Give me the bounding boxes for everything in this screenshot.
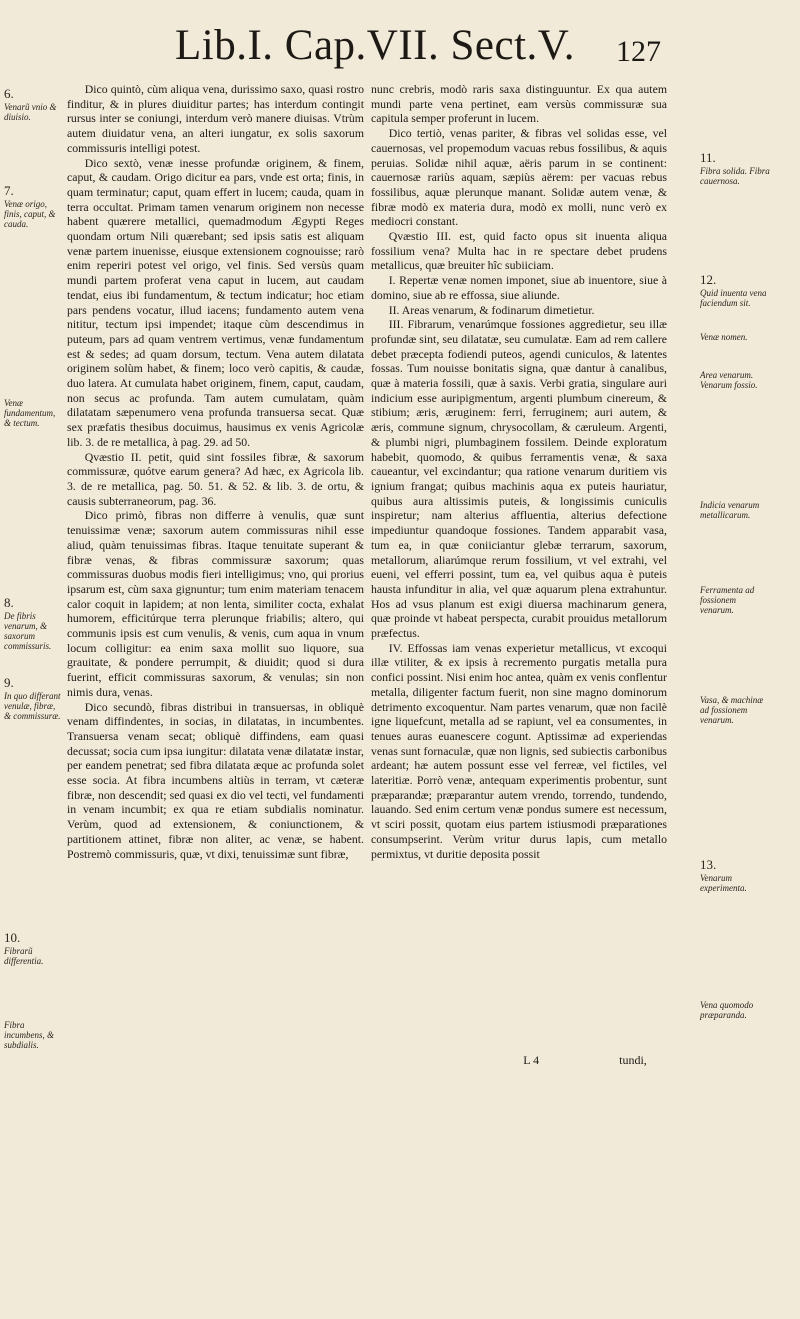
paragraph: Dico quintò, cùm aliqua vena, durissimo saxo, quasi rostro finditur, & in plures diuiditur partes; has interdum contingit rursus inter se coniungi, interdum verò manere diuisas. Vtrùm autem diuidatur vena, an alteri iungatur, ex solis saxorum commissuris intelligi potest. [67, 82, 364, 155]
margin-note-text: De fibris venarum, & saxorum commissuris. [4, 611, 52, 651]
paragraph: III. Fibrarum, venarúmque fossiones aggredietur, seu illæ profundæ sint, seu dilatatæ, seu cumulatæ. Eam ad rem callere debet præcepta fodiendi puteos, agendi cuniculos, & latentes fossas. Tum nouisse bonitatis signa, quæ dantur à canalibus, quæ à materia fossili, quæ à saxis. Verbi gratia, singulare auri indicium esse auripigmentum, argenti plumbum cinereum, & stibium; æris, æruginem: ferri, ferruginem; auri autem, & æris, commune signum, chrysocollam, & cæruleum. Argenti, & plumbi nigri, plumbaginem fossilem. Deinde exploratum habebit, quomodo, & quibus ferramentis venæ, & saxa caueantur, vel excindantur; qua ratione venarum duritiem vis ignium frangat; quibus machinis aqua ex puteis hauriatur, quibus aura altissimis puteis, & longissimis cuniculis inspiretur; nam alterius affluentia, alterius defectione impediuntur quandoque fossiones. Tandem apparabit vasa, tum ea, in quæ coniiciantur glebæ terrarum, saxorum, metallorum, aliarúmque rerum fossilium, vt vel extrahi, vel eueni, vel efferri possint, tum ea, vel quibus aqua è puteis hausta infunditur in alia, vel quæ aquarum plena extrahuntur. Hos ad vsus planum est exigi diuersa machinarum genera, quæ proinde vt habeat perspecta, curabit prouidus metallorum præfectus. [371, 317, 667, 641]
margin-number: 7. [4, 183, 14, 198]
margin-note-12 [700, 272, 770, 308]
margin-note-text: Vasa, & machinæ ad fossionem venarum. [700, 695, 764, 725]
margin-note-10 [4, 930, 62, 966]
catchword: tundi, [619, 1053, 647, 1067]
margin-note-11 [700, 150, 770, 186]
margin-note-ferramenta [700, 585, 770, 615]
margin-note-6 [4, 86, 64, 122]
page-number: 127 [616, 35, 661, 68]
margin-note-vasa [700, 695, 770, 725]
running-head: Lib.I. Cap.VII. Sect.V. [175, 22, 576, 69]
margin-number: 8. [4, 595, 14, 610]
margin-number: 10. [4, 930, 21, 945]
margin-note-text: In quo differant venulæ, fibræ, & commissuræ. [4, 691, 61, 721]
paragraph: IV. Effossas iam venas experietur metallicus, vt excoqui illæ vtiliter, & ex ipsis à recremento purgatis metalla pura confici possint. Nisi enim hoc antea, quàm ex venis conflentur metalla, diligenter factum fuerit, non sine magno dominorum detrimento excoquentur. Nam partes venarum, quæ non facilè igne liquefcunt, metalla ad se rapiunt, vel ea consumentes, in tenues auras euanescere cogunt. Aptissimæ ad experiendas venas sunt fornaculæ, quæ non lignis, sed subiectis carbonibus ardeant; hæ autem possunt esse vel ferreæ, vel fictiles, vel lateritiæ. Porrò venæ, antequam experimentis probentur, sunt præparandæ; præparantur autem vrendo, torrendo, tundendo, lauando. Sed enim certum venæ pondus sumere est necessum, vt sciri possit, quotam eius partem istiusmodi præparationes consumpserint. Verùm vritur durus lapis, cum metallo permixtus, vt duritie deposita possit [371, 640, 667, 861]
margin-note-fundamentum [4, 398, 62, 428]
margin-note-text: Venæ fundamentum, & tectum. [4, 398, 56, 428]
paragraph: nunc crebris, modò raris saxa distinguuntur. Ex qua autem mundi parte vena pertinet, eam versùs commissuræ sua capitula semper proferunt in lucem. [371, 82, 667, 126]
margin-note-13 [700, 857, 770, 893]
margin-note-text: Venæ nomen. [700, 332, 748, 342]
margin-note-area [700, 370, 770, 390]
paragraph: II. Areas venarum, & fodinarum dimetietur. [388, 302, 595, 317]
margin-number: 11. [700, 150, 716, 165]
paragraph: Dico primò, fibras non differre à venulis, quæ sunt tenuissimæ venæ; saxorum autem commissuras nihil esse aliud, quàm tenuissimas fibras. Itaque tenuitate superant & fibræ venas, & fibras commissuræ saxorum; quas commissuras duobus modis fieri intelligimus; vno, qui prorius ipsarum est, cùm saxa gignuntur; tum enim materiam tenacem calor coquit in lapidem; at non lenta, similiter cocta, exhalat humorem, efficitúrque terra plerunque friabilis; altero, qui communis ipsis est cum venulis, & venis, cum aqua in vnum locum colligitur: ea enim saxa mollit suo liquore, sua grauitate, & pondere perrumpit, & diuidit; quod si dura fuerint, efficit commissuras saxorum, & venulas; sin non nimis dura, venas. [67, 508, 364, 699]
page-header [0, 18, 800, 78]
margin-note-vena-quomodo [700, 1000, 770, 1020]
paragraph: Dico sextò, venæ inesse profundæ originem, & finem, caput, & caudam. Origo dicitur ea pars, vnde est orta; finis, in quam terminatur; caput, quam effert in lucem; cauda, quam in terra occultat. Primam tamen venarum originem non necesse habent quærere metallici, quemadmodum Ægypti Reges quondam ortum Nili quærebant; sed ipsis satis est aliquam venæ partem inuenisse, eiusque extensionem cognouisse; rarò enim reperiri potest vel origo, vel finis. Sed versùs quam mundi partem proferat vena caput in lucem, aut caudam tendat, eius ibi fundamentum, & tectum indicatur; hoc etiam pars pendens vocatur, illud iacens; fundamento autem vena nititur, tectum ipsi impendet; itaque cùm descendimus in puteum, pars ad quam ventrem vertimus, venæ fundamentum est & sedes; ad quam dorsum, tectum. Vena autem dilatata originem solùm habet, & finem; loco verò capitis, & caudæ, duo latera. At cumulata habet originem, finem, caput, caudam, non secus ac profunda. Tam autem cumulatam, quàm dilatatam sæpenumero vena profunda transuersa secat. Quæ sex præfatis thesibus docuimus, hausimus ex venis Agricolæ lib. 3. de re metallica, à pag. 29. ad 50. [67, 155, 364, 449]
margin-number: 9. [4, 675, 14, 690]
signature-line [500, 1053, 670, 1068]
signature-mark: L 4 [523, 1053, 540, 1067]
margin-note-incumbens [4, 1020, 62, 1050]
paragraph: Dico tertiò, venas pariter, & fibras vel solidas esse, vel cauernosas, vel propemodum vacuas rebus fossilibus, & aquis peruias. Solidæ nihil aquæ, aëris parum in se continent: cauernosæ rariùs aquam, sæpiùs aërem: per vacuas rebus fossilibus, aquæ plerunque manant. Solidæ autem venæ, & fibræ modò ex materia dura, modò ex molli, nunc verò ex mediocri constant. [371, 126, 667, 229]
margin-note-7 [4, 183, 62, 229]
margin-note-text: Vena quomodo præparanda. [700, 1000, 754, 1020]
margin-note-text: Ferramenta ad fossionem venarum. [700, 585, 755, 615]
margin-note-indicia [700, 500, 770, 520]
margin-note-text: Quid inuenta vena faciendum sit. [700, 288, 767, 308]
paragraph: I. Repertæ venæ nomen imponet, siue ab inuentore, siue à domino, siue ab re effossa, siue aliunde. [371, 273, 667, 302]
margin-note-text: Venarũ vnio & diuisio. [4, 102, 57, 122]
margin-note-text: Fibra solida. Fibra cauernosa. [700, 166, 770, 186]
right-column [371, 82, 667, 861]
margin-note-8 [4, 595, 62, 651]
margin-note-text: Area venarum. Venarum fossio. [700, 370, 758, 390]
margin-note-text: Fibra incumbens, & subdialis. [4, 1020, 54, 1050]
paragraph: Qvæstio II. petit, quid sint fossiles fibræ, & saxorum commissuræ, quótve earum genera? Ad hæc, ex Agricola lib. 3. de re metallica, pag. 50. 51. & 52. & lib. 3. de ortu, & causis subterraneorum, pag. 36. [67, 449, 364, 508]
margin-number: 12. [700, 272, 717, 287]
left-column [67, 82, 364, 861]
margin-note-venae-nomen [700, 332, 770, 342]
margin-note-text: Venarum experimenta. [700, 873, 747, 893]
margin-note-9 [4, 675, 62, 721]
margin-note-text: Indicia venarum metallicarum. [700, 500, 760, 520]
margin-number: 6. [4, 86, 14, 101]
margin-note-text: Fibrarũ differentia. [4, 946, 44, 966]
margin-note-text: Venæ origo, finis, caput, & cauda. [4, 199, 56, 229]
margin-number: 13. [700, 857, 717, 872]
paragraph: Dico secundò, fibras distribui in transuersas, in obliquè venam diffindentes, in socias, in dilatatas, in incumbentes. Transuersa venam secat; obliquè diffindens, eam quasi decussat; socia cum ipsa iungitur: dilatata venæ dilatatæ instar, per eandem penetrat; sed fibra dilatata æque ac profunda solet esse socia. At fibra incumbens altiùs in terram, vt cæteræ fibræ, non descendit; sed quasi ex dio vel tecti, vel fundamenti in venam incumbit; ex qua re etiam subdialis nominatur. Verùm, quod ad extensionem, & coniunctionem, & partitionem attinet, fibræ non aliter, ac venæ, se habent. Postremò commissuris, quæ, vt dixi, tenuissimæ sunt fibræ, [67, 699, 364, 861]
paragraph: Qvæstio III. est, quid facto opus sit inuenta aliqua fossilium vena? Multa hac in re spectare debet prudens metallicus, quæ breuiter hîc subiiciam. [371, 229, 667, 273]
